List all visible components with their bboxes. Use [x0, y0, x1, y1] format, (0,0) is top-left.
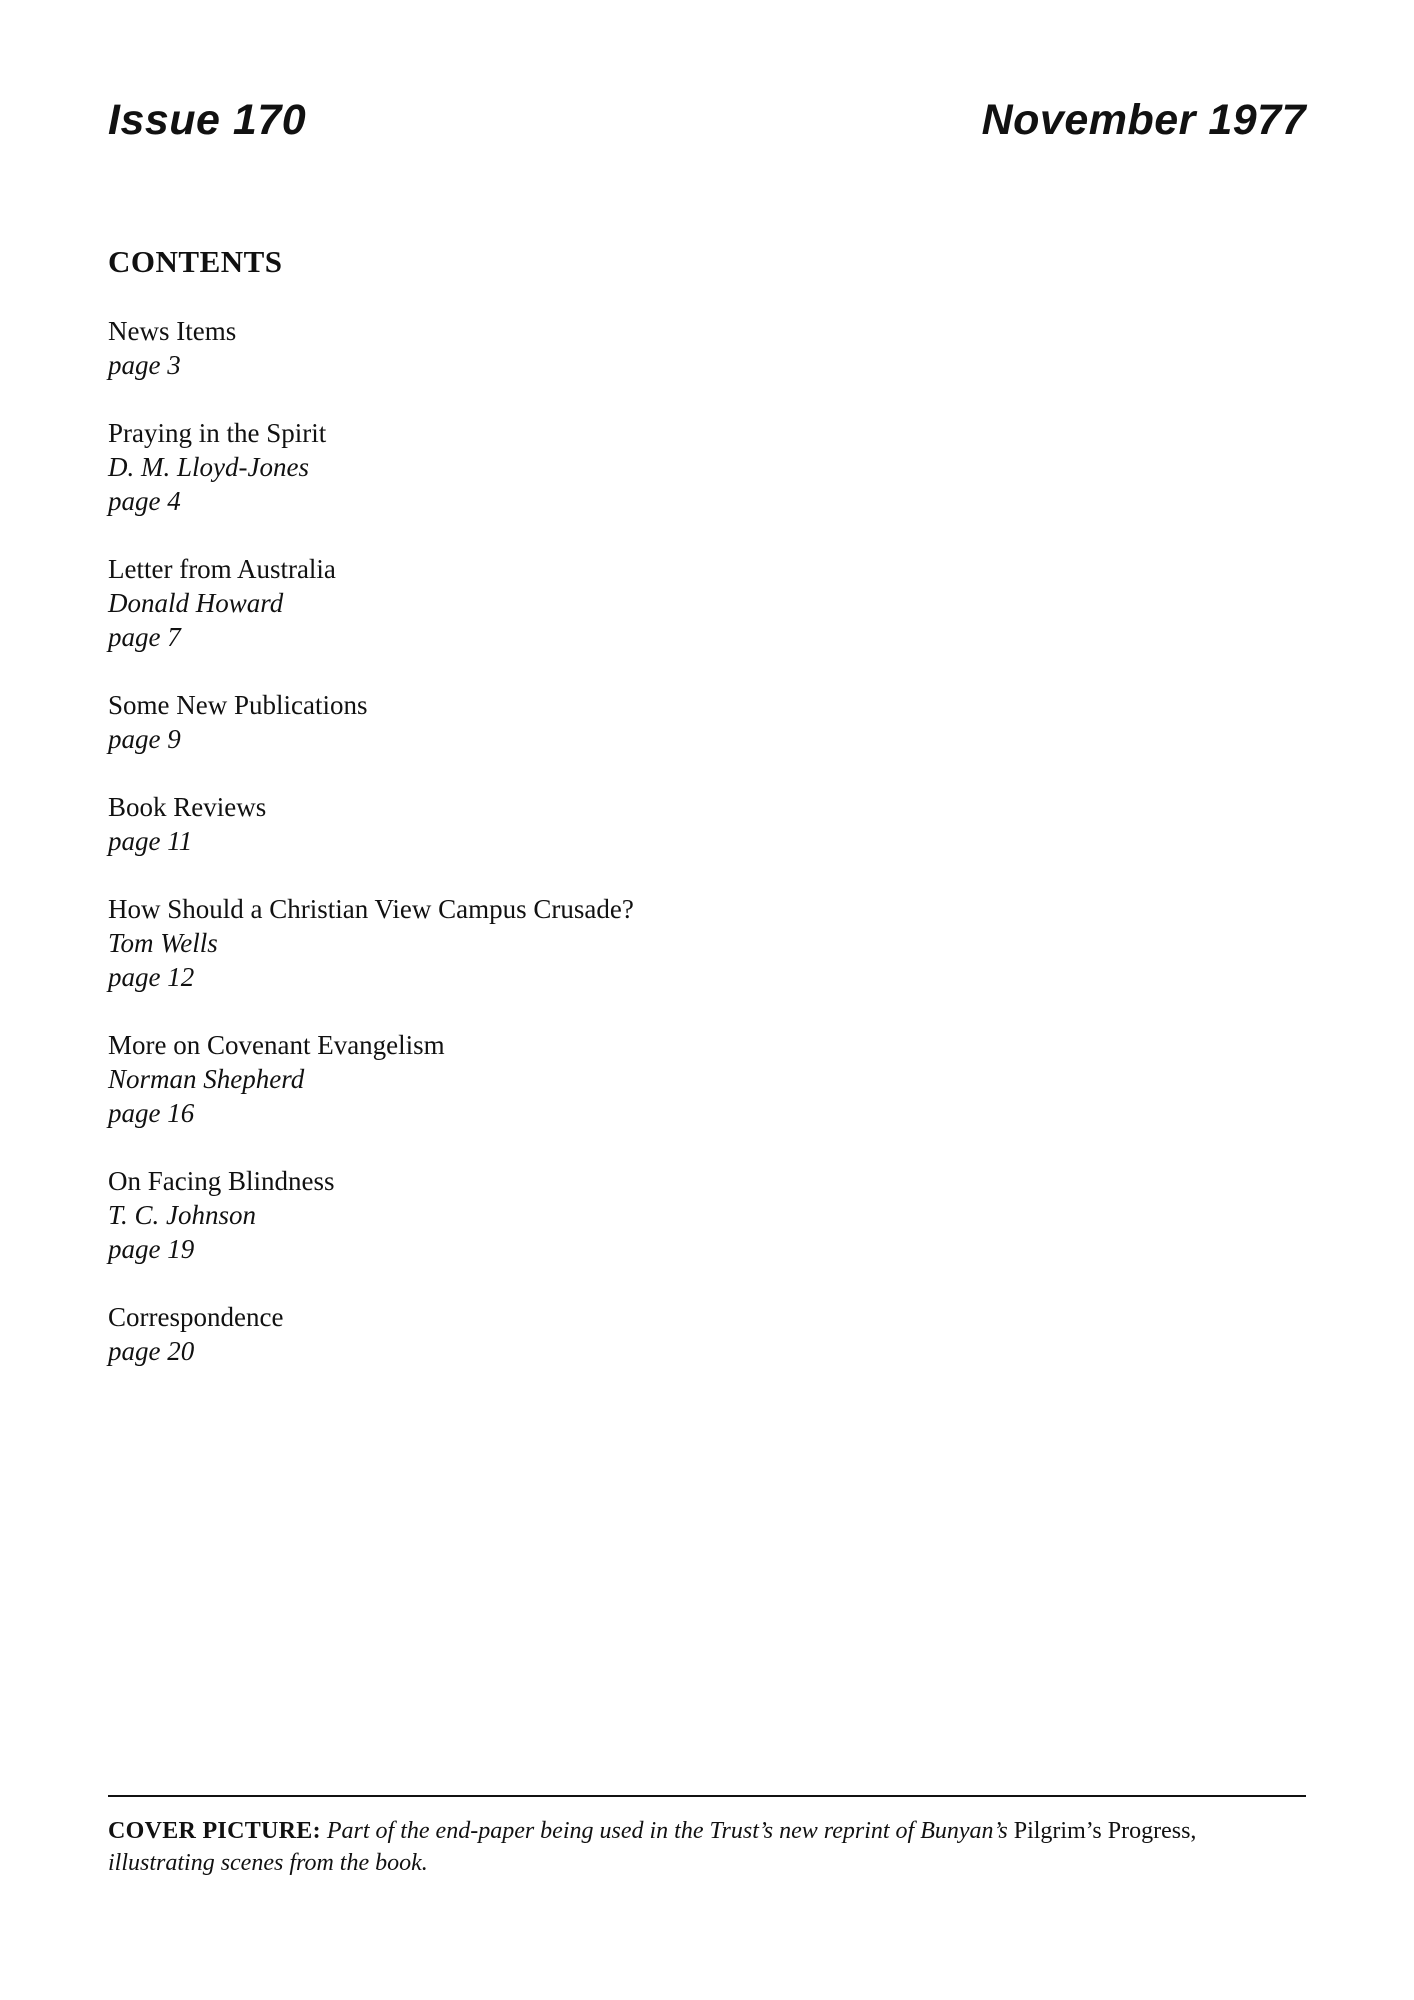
entry-author: Norman Shepherd [108, 1064, 305, 1094]
entry-title: On Facing Blindness [108, 1166, 335, 1196]
entry-title: Letter from Australia [108, 554, 336, 584]
entry-page: page 19 [108, 1234, 195, 1264]
entry-page: page 12 [108, 962, 195, 992]
cover-picture-text: Part of the end-paper being used in the Trust’s new reprint of Bunyan’s [326, 1818, 1008, 1844]
entry-title: Some New Publications [108, 690, 368, 720]
contents-entry[interactable] [108, 688, 634, 756]
contents-entry[interactable] [108, 552, 634, 654]
entry-page: page 4 [108, 486, 181, 516]
entry-title: Book Reviews [108, 792, 267, 822]
entry-author: T. C. Johnson [108, 1200, 257, 1230]
contents-entry[interactable] [108, 790, 634, 858]
cover-picture-label: COVER PICTURE: [108, 1818, 321, 1844]
entry-author: D. M. Lloyd-Jones [108, 452, 309, 482]
contents-entry[interactable] [108, 1164, 634, 1266]
entry-page: page 9 [108, 724, 181, 754]
entry-page: page 16 [108, 1098, 195, 1128]
issue-date: November 1977 [981, 96, 1306, 144]
entry-page: page 7 [108, 622, 181, 652]
entry-page: page 3 [108, 350, 181, 380]
entry-author: Tom Wells [108, 928, 218, 958]
cover-picture-note [108, 1815, 1306, 1879]
contents-entry[interactable] [108, 314, 634, 382]
entry-page: page 11 [108, 826, 193, 856]
entry-title: News Items [108, 316, 237, 346]
entry-title: How Should a Christian View Campus Crusade? [108, 894, 634, 924]
cover-picture-book-title: Pilgrim’s Progress, [1013, 1818, 1197, 1844]
contents-entry[interactable] [108, 416, 634, 518]
entry-author: Donald Howard [108, 588, 284, 618]
contents-entry[interactable] [108, 1028, 634, 1130]
contents-heading: CONTENTS [108, 244, 283, 279]
entry-title: Praying in the Spirit [108, 418, 327, 448]
contents-entry[interactable] [108, 892, 634, 994]
entry-page: page 20 [108, 1336, 195, 1366]
entry-title: Correspondence [108, 1302, 284, 1332]
issue-number: Issue 170 [108, 96, 307, 144]
contents-entry[interactable] [108, 1300, 634, 1368]
footer-divider [108, 1795, 1306, 1797]
entry-title: More on Covenant Evangelism [108, 1030, 445, 1060]
contents-section [108, 244, 634, 1402]
page-header [108, 96, 1306, 145]
cover-picture-text-end: illustrating scenes from the book. [108, 1850, 428, 1876]
